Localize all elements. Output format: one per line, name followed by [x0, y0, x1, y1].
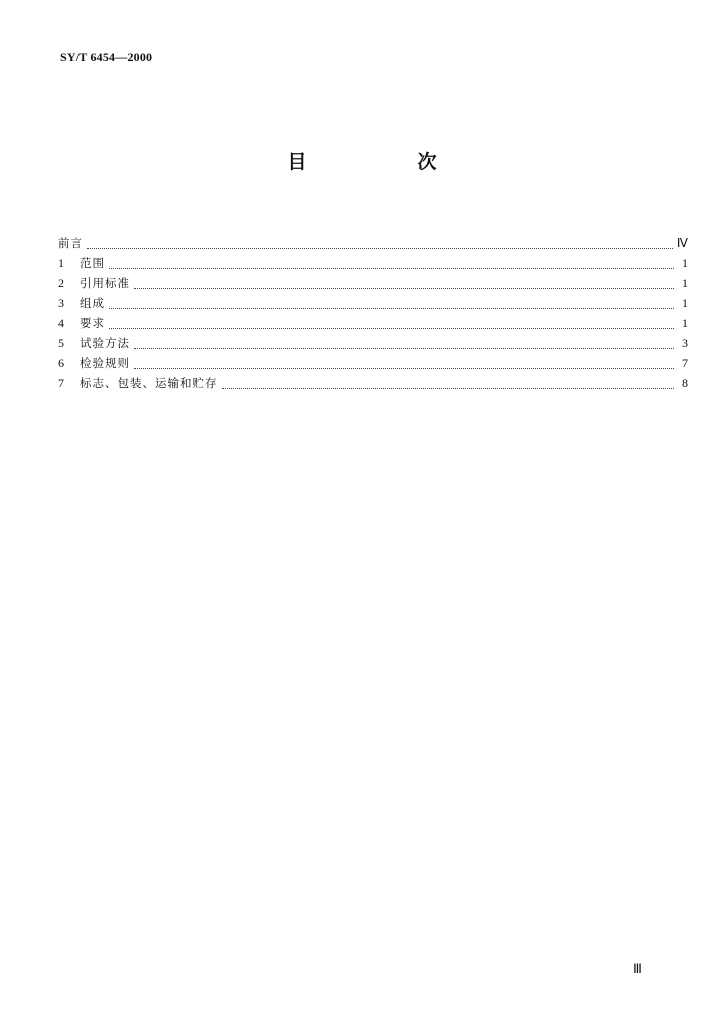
toc-leader-dots — [109, 328, 674, 329]
toc-entry-label: 组成 — [80, 296, 105, 310]
toc-leader-dots — [87, 248, 673, 249]
toc-entry-requirements[interactable] — [58, 313, 688, 333]
toc-entry-label: 标志、包装、运输和贮存 — [80, 376, 218, 390]
toc-entry-composition[interactable] — [58, 293, 688, 313]
toc-entry-number: 5 — [58, 336, 64, 350]
toc-leader-dots — [134, 288, 674, 289]
toc-entry-label: 前言 — [58, 236, 83, 250]
page-number: Ⅲ — [633, 961, 642, 976]
toc-entry-inspection-rules[interactable] — [58, 353, 688, 373]
toc-entry-number: 6 — [58, 356, 64, 370]
toc-leader-dots — [109, 268, 674, 269]
toc-entry-references[interactable] — [58, 273, 688, 293]
table-of-contents — [58, 233, 688, 393]
toc-entry-number: 2 — [58, 276, 64, 290]
toc-entry-page: Ⅳ — [676, 236, 688, 250]
toc-leader-dots — [222, 388, 675, 389]
toc-entry-page: 1 — [682, 296, 688, 310]
standard-code-header: SY/T 6454—2000 — [60, 50, 153, 64]
toc-entry-number: 3 — [58, 296, 64, 310]
toc-entry-label: 范围 — [80, 256, 105, 270]
toc-entry-scope[interactable] — [58, 253, 688, 273]
toc-leader-dots — [109, 308, 674, 309]
toc-entry-number: 7 — [58, 376, 64, 390]
toc-entry-page: 3 — [682, 336, 688, 350]
toc-entry-label: 试验方法 — [80, 336, 130, 350]
toc-entry-page: 8 — [682, 376, 688, 390]
toc-entry-page: 1 — [682, 316, 688, 330]
toc-entry-foreword[interactable] — [58, 233, 688, 253]
toc-entry-number: 4 — [58, 316, 64, 330]
toc-leader-dots — [134, 348, 674, 349]
toc-entry-test-methods[interactable] — [58, 333, 688, 353]
toc-entry-label: 引用标准 — [80, 276, 130, 290]
toc-leader-dots — [134, 368, 674, 369]
toc-entry-page: 7 — [682, 356, 688, 370]
toc-entry-label: 检验规则 — [80, 356, 130, 370]
toc-entry-number: 1 — [58, 256, 64, 270]
toc-entry-page: 1 — [682, 276, 688, 290]
toc-entry-label: 要求 — [80, 316, 105, 330]
toc-entry-page: 1 — [682, 256, 688, 270]
toc-entry-marking-packaging[interactable] — [58, 373, 688, 393]
page-title: 目 次 — [287, 151, 483, 173]
